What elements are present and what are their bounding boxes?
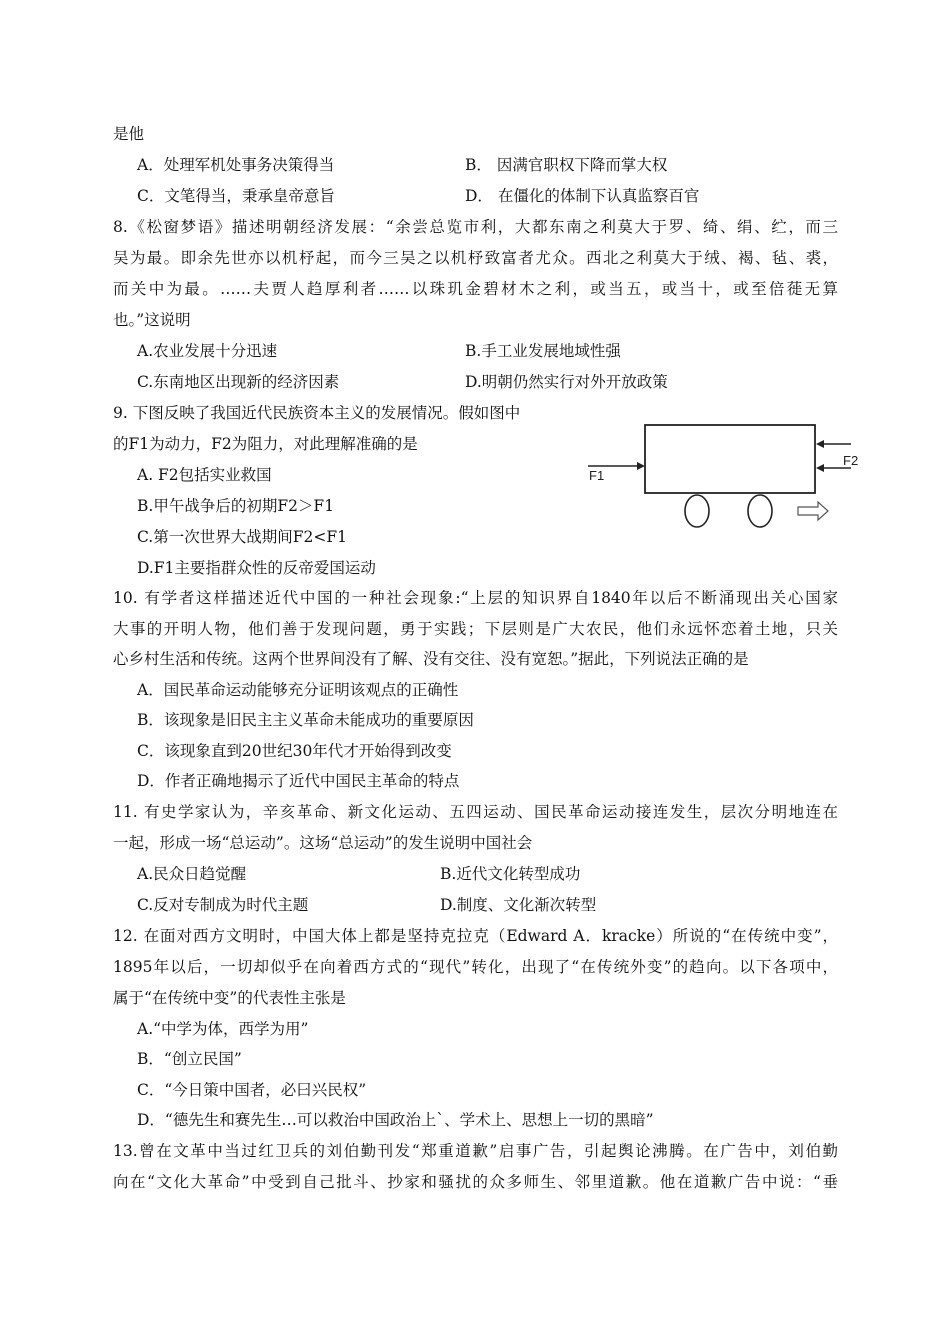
q8-stem-line-4: 也。”这说明	[113, 311, 191, 329]
q12-option-b: B．“创立民国”	[137, 1050, 242, 1068]
q8-stem-line-2: 吴为最。即余先世亦以机杼起，而今三吴之以机杼致富者尤众。西北之利莫大于绒、褐、毡、裘，	[113, 249, 838, 267]
f2-arrow-lower-head	[816, 464, 824, 472]
q7-option-a: A．处理军机处事务决策得当	[137, 156, 335, 174]
q12-stem-line-1: 12. 在面对西方文明时，中国大体上都是坚持克拉克（Edward A．kracke）所说的“在传统中变”，	[113, 927, 838, 945]
q7-option-b: B． 因满官职权下降而掌大权	[465, 156, 668, 174]
cart-wheel-left	[685, 495, 709, 527]
q13-stem-line-1: 13.曾在文革中当过红卫兵的刘伯勤刊发“郑重道歉”启事广告，引起舆论沸腾。在广告中，刘伯勤	[113, 1142, 838, 1160]
f2-label: F2	[843, 453, 859, 468]
q11-stem-line-2: 一起，形成一场“总运动”。这场“总运动”的发生说明中国社会	[113, 834, 533, 852]
q7-option-c: C．文笔得当，秉承皇帝意旨	[137, 187, 335, 205]
motion-direction-arrow	[798, 502, 828, 520]
q8-stem-line-1: 8.《松窗梦语》描述明朝经济发展：“余尝总览市利，大都东南之利莫大于罗、绮、绢、纻，而三	[113, 218, 838, 236]
f1-label: F1	[589, 468, 605, 483]
q12-option-d: D．“德先生和赛先生…可以救治中国政治上`、学术上、思想上一切的黑暗”	[137, 1111, 654, 1129]
q9-option-a: A. F2包括实业救国	[137, 466, 272, 484]
q10-stem-line-3: 心乡村生活和传统。这两个世界间没有了解、没有交往、没有宽恕。”据此，下列说法正确的是	[113, 650, 749, 668]
q9-stem-line-2: 的F1为动力，F2为阻力，对此理解准确的是	[113, 435, 418, 453]
q10-option-a: A．国民革命运动能够充分证明该观点的正确性	[137, 681, 459, 699]
q10-stem-line-1: 10. 有学者这样描述近代中国的一种社会现象:“上层的知识界自1840年以后不断涌现出关心国家	[113, 589, 838, 607]
q12-stem-line-3: 属于“在传统中变”的代表性主张是	[113, 989, 346, 1007]
q12-option-c: C．“今日策中国者，必曰兴民权”	[137, 1081, 367, 1099]
q8-option-b: B.手工业发展地域性强	[465, 342, 621, 360]
q10-option-b: B．该现象是旧民主主义革命未能成功的重要原因	[137, 711, 474, 729]
q11-option-d: D.制度、文化渐次转型	[440, 896, 597, 914]
f1-arrow-head	[637, 462, 645, 470]
q8-stem-line-3: 而关中为最。……夫贾人趋厚利者……以珠玑金碧材木之利，或当五，或当十，或至倍蓰无算	[113, 280, 838, 298]
q13-stem-line-2: 向在“文化大革命”中受到自己批斗、抄家和骚扰的众多师生、邻里道歉。他在道歉广告中说：“垂	[113, 1173, 838, 1191]
q11-option-b: B.近代文化转型成功	[440, 865, 581, 883]
q7-option-d: D． 在僵化的体制下认真监察百官	[465, 187, 700, 205]
q10-stem-line-2: 大事的开明人物，他们善于发现问题，勇于实践；下层则是广大农民，他们永远怀恋着土地，只关	[113, 620, 838, 638]
q11-option-a: A.民众日趋觉醒	[137, 865, 247, 883]
q12-stem-line-2: 1895年以后，一切却似乎在向着西方式的“现代”转化，出现了“在传统外变”的趋向。以下各项中，	[113, 958, 838, 976]
q8-option-a: A.农业发展十分迅速	[137, 342, 278, 360]
force-diagram	[585, 418, 875, 540]
q8-option-c: C.东南地区出现新的经济因素	[137, 373, 340, 391]
q9-option-d: D.F1主要指群众性的反帝爱国运动	[137, 559, 376, 577]
q9-stem-line-1: 9. 下图反映了我国近代民族资本主义的发展情况。假如图中	[113, 404, 521, 422]
q10-option-c: C．该现象直到20世纪30年代才开始得到改变	[137, 742, 452, 760]
q12-option-a: A.“中学为体，西学为用”	[137, 1020, 309, 1038]
q10-option-d: D．作者正确地揭示了近代中国民主革命的特点	[137, 772, 460, 790]
q11-option-c: C.反对专制成为时代主题	[137, 896, 309, 914]
f2-arrow-upper-head	[816, 440, 824, 448]
cart-body	[645, 425, 815, 493]
q9-option-c: C.第一次世界大战期间F2<F1	[137, 528, 347, 546]
q8-option-d: D.明朝仍然实行对外开放政策	[465, 373, 668, 391]
q7-stem-continuation: 是他	[113, 125, 145, 143]
q9-option-b: B.甲午战争后的初期F2＞F1	[137, 497, 335, 515]
cart-wheel-right	[748, 495, 772, 527]
q11-stem-line-1: 11. 有史学家认为，辛亥革命、新文化运动、五四运动、国民革命运动接连发生，层次分明地连在	[113, 803, 838, 821]
